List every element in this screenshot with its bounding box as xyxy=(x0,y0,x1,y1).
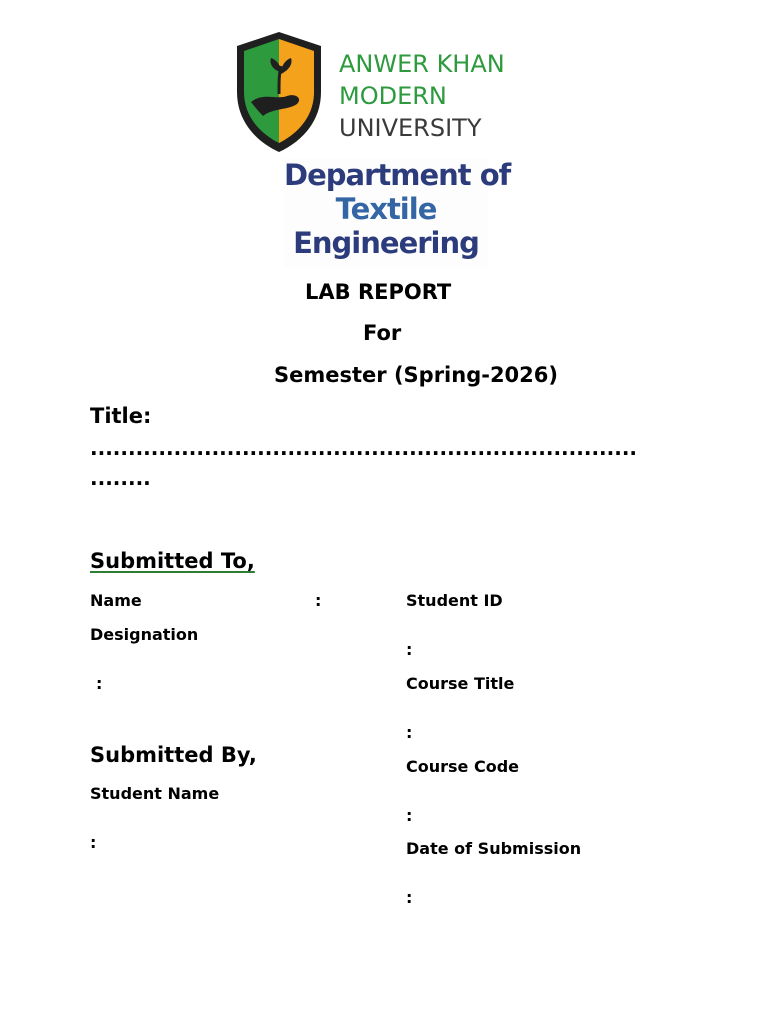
designation-colon: : xyxy=(96,674,103,693)
student-id-label: Student ID xyxy=(406,591,503,610)
report-for: For xyxy=(363,321,402,345)
report-heading: LAB REPORT xyxy=(305,280,452,304)
department-line-1: Department of xyxy=(284,158,511,192)
shield-emblem-icon xyxy=(233,30,325,154)
semester-line: Semester (Spring-2026) xyxy=(274,363,558,387)
designation-label: Designation xyxy=(90,625,199,644)
student-name-colon: : xyxy=(90,833,97,852)
title-label: Title: xyxy=(90,404,152,428)
department-banner xyxy=(284,158,511,268)
student-id-colon: : xyxy=(406,640,413,659)
university-name xyxy=(339,48,505,144)
course-title-label: Course Title xyxy=(406,674,515,693)
university-name-line-2: MODERN xyxy=(339,82,447,110)
name-colon: : xyxy=(315,591,322,610)
date-of-submission-label: Date of Submission xyxy=(406,839,582,858)
title-dots-line-1: ........................................................................ xyxy=(90,436,638,460)
submitted-to-text: Submitted To, xyxy=(90,549,255,573)
university-name-line-1: ANWER KHAN xyxy=(339,50,505,78)
name-label: Name xyxy=(90,591,142,610)
submitted-by-heading: Submitted By, xyxy=(90,743,257,767)
course-title-colon: : xyxy=(406,723,413,742)
university-logo xyxy=(215,28,549,156)
student-name-label: Student Name xyxy=(90,784,220,803)
department-line-2: Textile xyxy=(335,192,437,226)
date-of-submission-colon: : xyxy=(406,888,413,907)
submitted-to-heading xyxy=(90,549,255,573)
course-code-colon: : xyxy=(406,806,413,825)
university-name-line-3: UNIVERSITY xyxy=(339,114,482,142)
department-line-3: Engineering xyxy=(293,226,479,260)
title-dots-line-2: ........ xyxy=(90,466,151,490)
course-code-label: Course Code xyxy=(406,757,519,776)
